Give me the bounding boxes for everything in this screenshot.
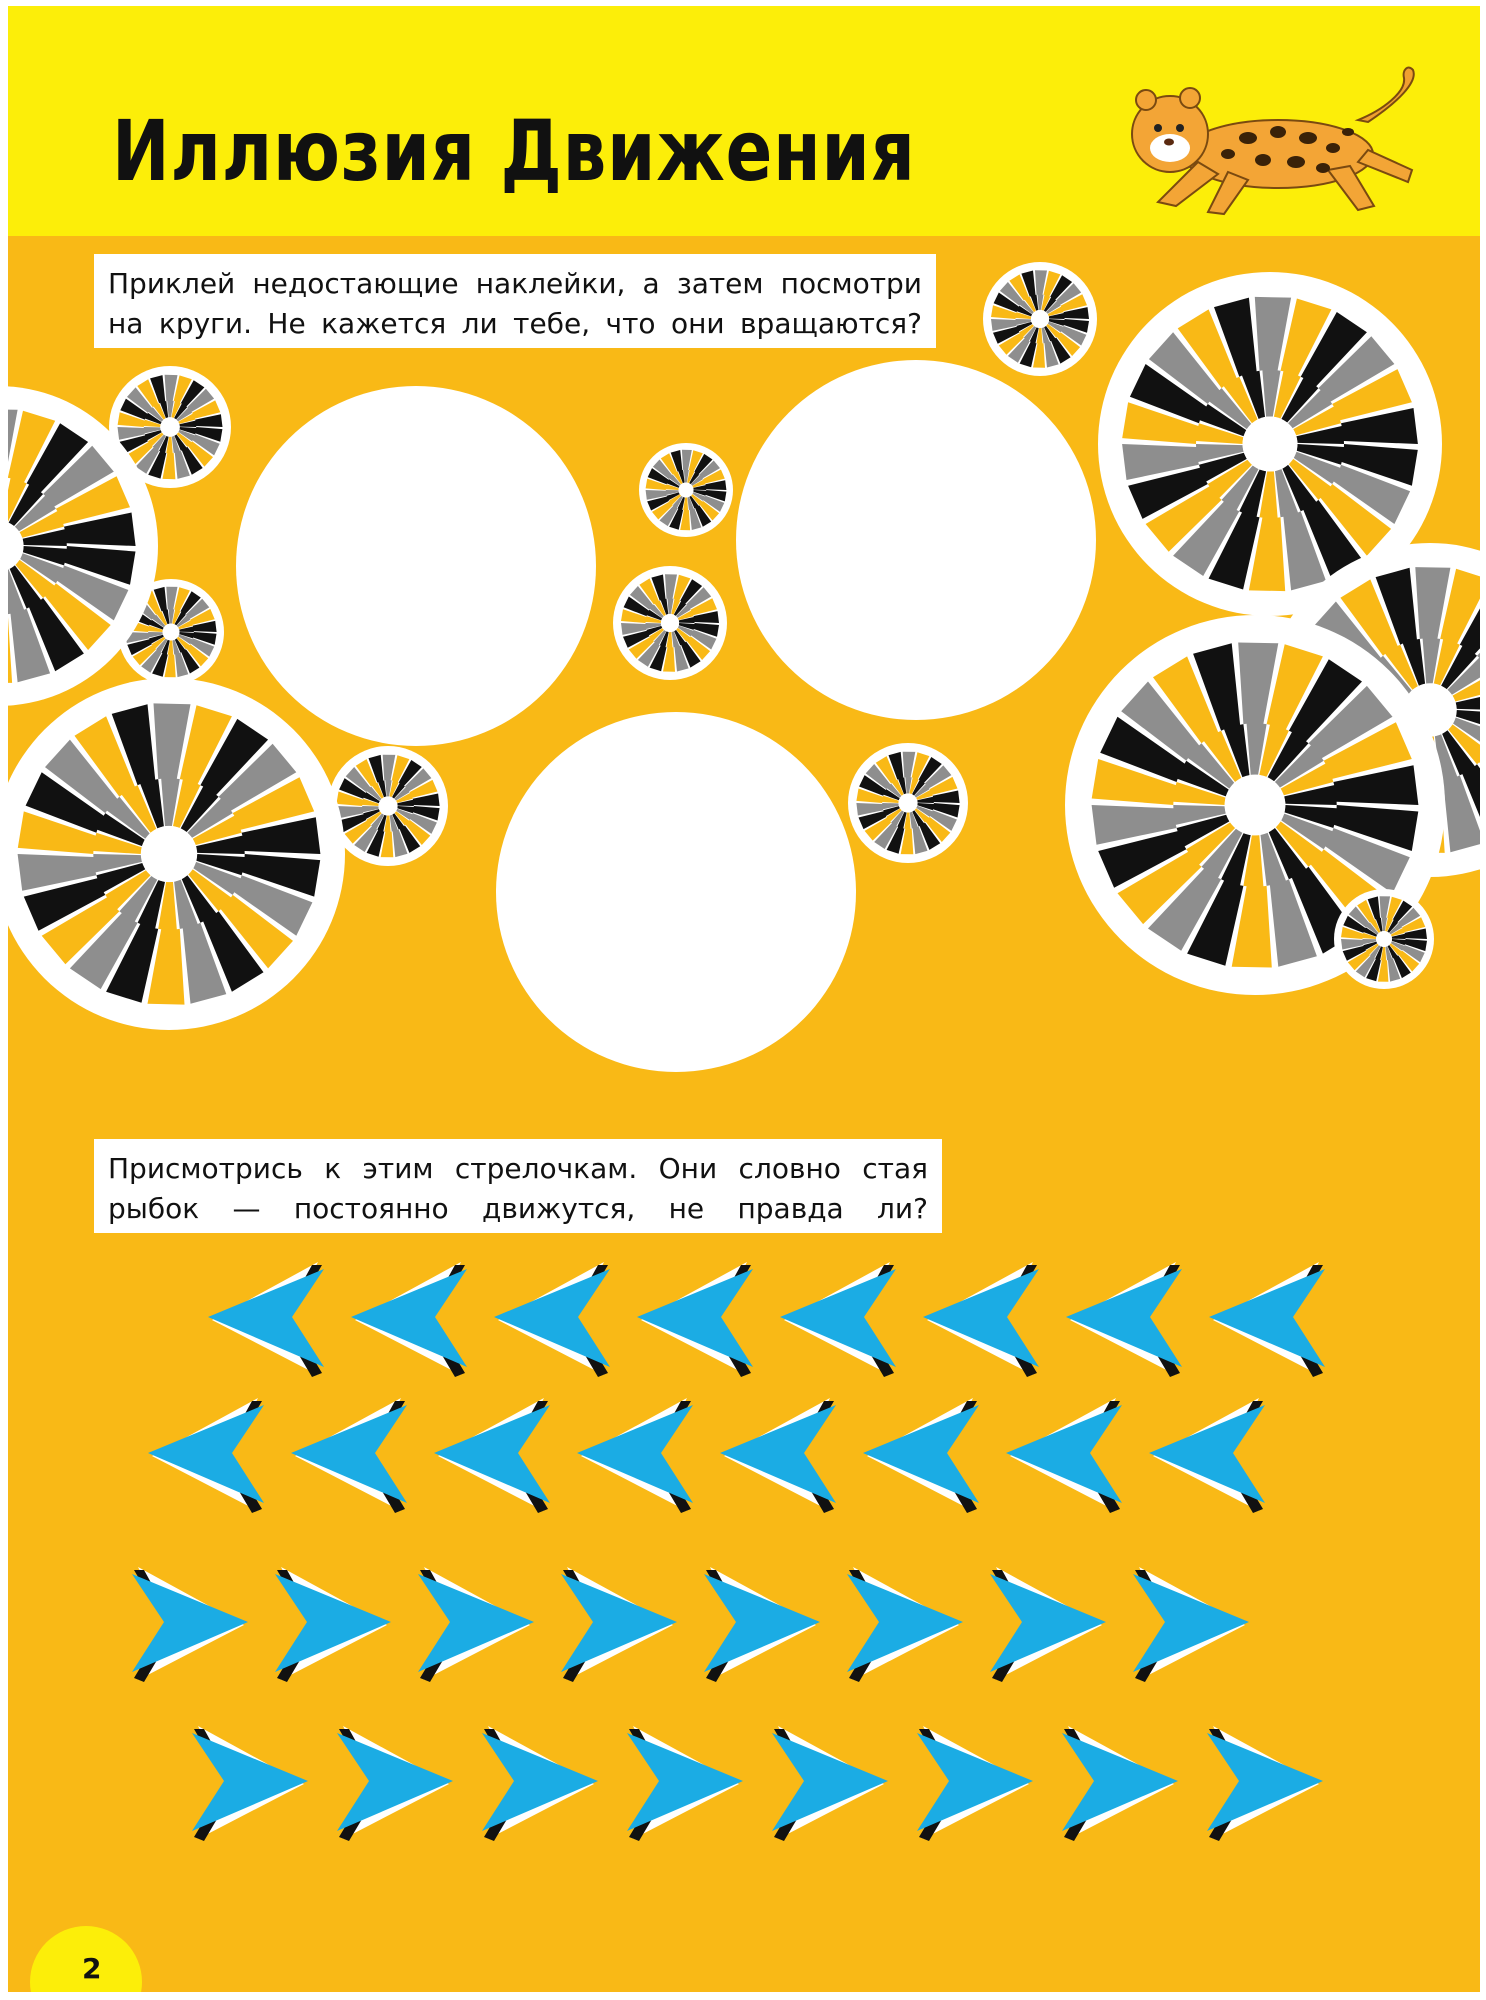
right-arrow-icon [561, 1567, 677, 1682]
instruction-line: рыбок — постоянно движутся, не правда ли? [108, 1192, 928, 1225]
left-arrow-icon [577, 1398, 693, 1513]
instruction-line: на круги. Не кажется ли тебе, что они вращаются? [108, 307, 922, 340]
right-arrow-icon [1062, 1726, 1178, 1841]
instruction-line: Приклей недостающие наклейки, а затем посмотри [108, 267, 922, 300]
left-arrow-icon [1006, 1398, 1122, 1513]
left-arrow-icon [637, 1262, 753, 1377]
right-arrow-icon [1207, 1726, 1323, 1841]
left-arrow-icon [208, 1262, 324, 1377]
right-arrow-icon [917, 1726, 1033, 1841]
page [8, 6, 1480, 1992]
left-arrow-icon [291, 1398, 407, 1513]
left-arrow-icon [780, 1262, 896, 1377]
instruction-box-1 [94, 254, 936, 348]
right-arrow-icon [704, 1567, 820, 1682]
left-arrow-icon [923, 1262, 1039, 1377]
right-arrow-icon [1133, 1567, 1249, 1682]
instruction-box-2 [94, 1139, 942, 1233]
right-arrow-icon [627, 1726, 743, 1841]
left-arrow-icon [351, 1262, 467, 1377]
right-arrow-icon [482, 1726, 598, 1841]
page-number: 2 [82, 1952, 102, 1985]
right-arrow-icon [132, 1567, 248, 1682]
left-arrow-icon [720, 1398, 836, 1513]
page-title: Иллюзия Движения [112, 102, 916, 200]
right-arrow-icon [418, 1567, 534, 1682]
right-arrow-icon [990, 1567, 1106, 1682]
left-arrow-icon [434, 1398, 550, 1513]
right-arrow-icon [192, 1726, 308, 1841]
left-arrow-icon [1149, 1398, 1265, 1513]
left-arrow-icon [1209, 1262, 1325, 1377]
left-arrow-icon [1066, 1262, 1182, 1377]
right-arrow-icon [275, 1567, 391, 1682]
left-arrow-icon [148, 1398, 264, 1513]
right-arrow-icon [847, 1567, 963, 1682]
left-arrow-icon [494, 1262, 610, 1377]
left-arrow-icon [863, 1398, 979, 1513]
right-arrow-icon [772, 1726, 888, 1841]
right-arrow-icon [337, 1726, 453, 1841]
instruction-line: Присмотрись к этим стрелочкам. Они словно стая [108, 1152, 928, 1185]
